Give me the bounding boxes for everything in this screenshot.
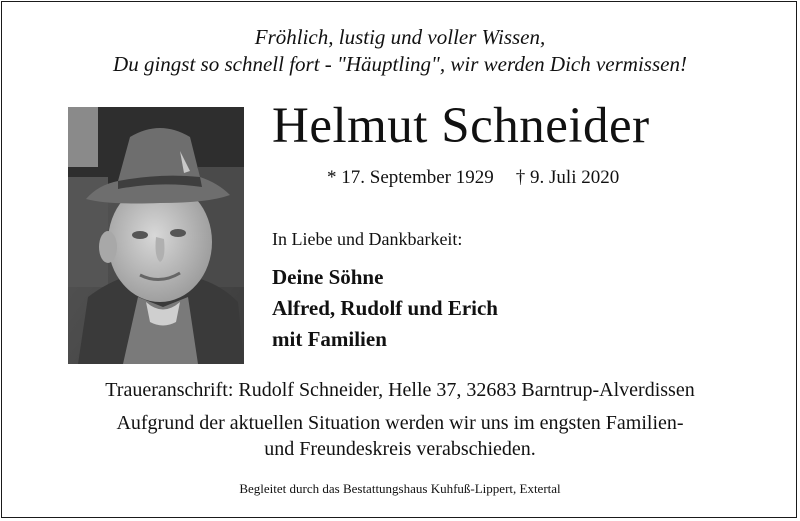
mourners-line-3: mit Familien <box>272 327 387 351</box>
notice-line-1: Aufgrund der aktuellen Situation werden wir uns im engsten Familien- <box>116 412 684 434</box>
farewell-notice <box>0 410 800 462</box>
mourners-list <box>272 262 498 355</box>
mourners-line-1: Deine Söhne <box>272 265 384 289</box>
life-dates <box>327 166 619 190</box>
mourners-intro: In Liebe und Dankbarkeit: <box>272 229 463 249</box>
portrait-photo <box>68 107 244 364</box>
death-date: † 9. Juli 2020 <box>515 167 620 188</box>
mourning-address: Traueranschrift: Rudolf Schneider, Helle 37, 32683 Barntrup-Alverdissen <box>105 379 695 401</box>
funeral-home-credit: Begleitet durch das Bestattungshaus Kuhfuß-Lippert, Extertal <box>239 481 561 496</box>
motto-line-2: Du gingst so schnell fort - "Häuptling", wir werden Dich vermissen! <box>113 52 687 76</box>
motto-line-1: Fröhlich, lustig und voller Wissen, <box>254 25 546 49</box>
birth-date: * 17. September 1929 <box>327 167 494 188</box>
mourners-line-2: Alfred, Rudolf und Erich <box>272 296 498 320</box>
notice-line-2: und Freundeskreis verabschieden. <box>264 438 536 460</box>
motto <box>0 24 800 78</box>
deceased-name: Helmut Schneider <box>272 98 650 154</box>
